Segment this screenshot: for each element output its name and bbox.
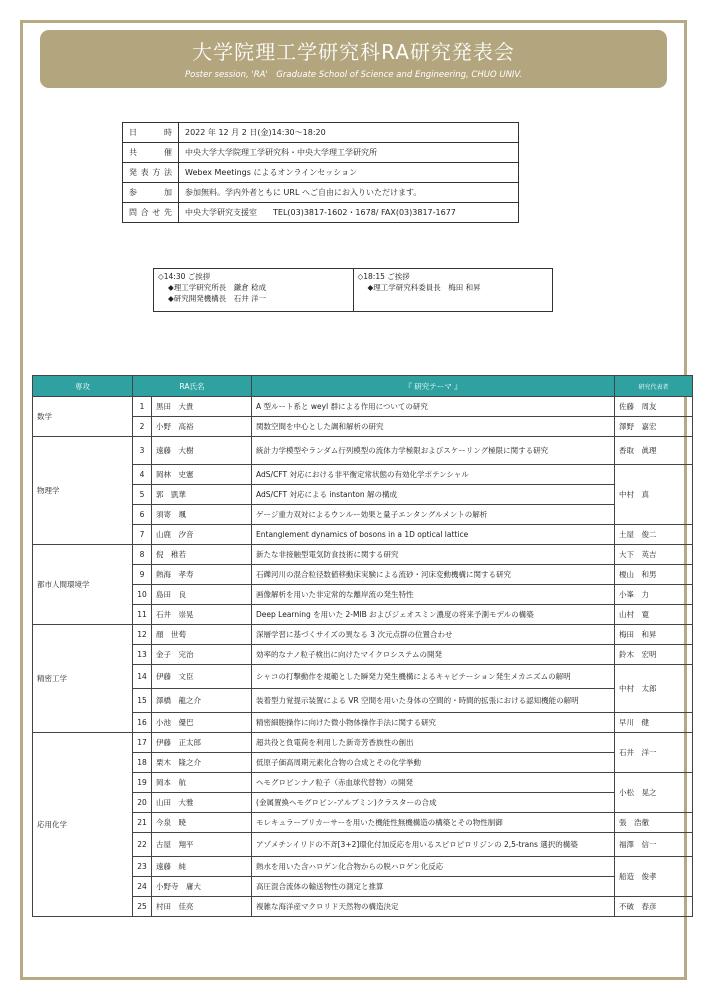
info-table — [122, 122, 519, 223]
name-cell: 須寄 颯 — [152, 505, 252, 525]
name-cell: 石井 崇晃 — [152, 605, 252, 625]
no-cell: 19 — [133, 773, 152, 793]
name-cell: 古屋 翔平 — [152, 833, 252, 857]
no-cell: 23 — [133, 857, 152, 877]
greeting-line: ◆理工学研究科委員長 梅田 和昇 — [367, 283, 481, 292]
theme-cell: 熱水を用いた含ハロゲン化合物からの脱ハロゲン化反応 — [252, 857, 615, 877]
info-label: 共 催 — [123, 143, 179, 163]
greeting-line: ◆研究開発機構長 石井 洋一 — [168, 294, 267, 303]
name-cell: 島田 良 — [152, 585, 252, 605]
theme-cell: AdS/CFT 対応における非平衡定常状態の有効化学ポテンシャル — [252, 465, 615, 485]
name-cell: 伊藤 文臣 — [152, 665, 252, 689]
name-cell: 顔 世萄 — [152, 625, 252, 645]
name-cell: 小野 高裕 — [152, 417, 252, 437]
theme-cell: (金属置換ヘモグロビン-アルブミン)クラスターの合成 — [252, 793, 615, 813]
greeting-left — [154, 269, 353, 311]
name-cell: 村田 佳亮 — [152, 897, 252, 917]
major-cell: 応用化学 — [33, 733, 133, 917]
presentation-table — [32, 375, 693, 917]
info-row — [123, 123, 519, 143]
no-cell: 11 — [133, 605, 152, 625]
no-cell: 24 — [133, 877, 152, 897]
no-cell: 6 — [133, 505, 152, 525]
representative-cell: 鈴木 宏明 — [615, 645, 693, 665]
name-cell: 山田 大雅 — [152, 793, 252, 813]
name-cell: 山鹿 汐音 — [152, 525, 252, 545]
theme-cell: ゲージ重力双対によるウンルー効果と量子エンタングルメントの解析 — [252, 505, 615, 525]
info-row — [123, 163, 519, 183]
representative-cell: 小松 晃之 — [615, 773, 693, 813]
info-label: 発表方法 — [123, 163, 179, 183]
theme-cell: 統計力学模型やランダム行列模型の流体力学極限およびスケーリング極限に関する研究 — [252, 437, 615, 465]
no-cell: 3 — [133, 437, 152, 465]
representative-cell: 澤野 嘉宏 — [615, 417, 693, 437]
representative-cell: 中村 太郎 — [615, 665, 693, 713]
theme-cell: Entanglement dynamics of bosons in a 1D optical lattice — [252, 525, 615, 545]
title-banner — [40, 30, 667, 88]
info-value: Webex Meetings によるオンラインセッション — [179, 163, 519, 183]
name-cell: 岡林 史憲 — [152, 465, 252, 485]
table-row — [33, 733, 693, 753]
name-cell: 倪 稚若 — [152, 545, 252, 565]
header-representative: 研究代表者 — [615, 376, 693, 397]
theme-cell: 低原子価高周期元素化合物の合成とその化学挙動 — [252, 753, 615, 773]
theme-cell: 効率的なナノ粒子検出に向けたマイクロシステムの開発 — [252, 645, 615, 665]
representative-cell: 佐藤 周友 — [615, 397, 693, 417]
table-row — [33, 397, 693, 417]
no-cell: 20 — [133, 793, 152, 813]
table-row — [33, 437, 693, 465]
representative-cell: 小峯 力 — [615, 585, 693, 605]
major-cell: 都市人間環境学 — [33, 545, 133, 625]
theme-cell: 超共役と負電荷を利用した新奇芳香族性の創出 — [252, 733, 615, 753]
table-row — [33, 625, 693, 645]
representative-cell: 早川 健 — [615, 713, 693, 733]
name-cell: 小池 優巴 — [152, 713, 252, 733]
name-cell: 岡本 航 — [152, 773, 252, 793]
no-cell: 4 — [133, 465, 152, 485]
name-cell: 郭 凱華 — [152, 485, 252, 505]
no-cell: 13 — [133, 645, 152, 665]
theme-cell: 装着型力覚提示装置による VR 空間を用いた身体の空間的・時間的拡張における認知機能の解明 — [252, 689, 615, 713]
representative-cell: 福澤 信一 — [615, 833, 693, 857]
representative-cell: 榎山 和男 — [615, 565, 693, 585]
no-cell: 18 — [133, 753, 152, 773]
name-cell: 黒田 大貴 — [152, 397, 252, 417]
representative-cell: 香取 眞理 — [615, 437, 693, 465]
no-cell: 2 — [133, 417, 152, 437]
theme-cell: 複雑な海洋産マクロリド天然物の構造決定 — [252, 897, 615, 917]
greeting-line: ◆理工学研究所長 鎌倉 稔成 — [168, 283, 267, 292]
representative-cell: 山村 寛 — [615, 605, 693, 625]
info-label: 参 加 — [123, 183, 179, 203]
theme-cell: Deep Learning を用いた 2-MIB およびジェオスミン濃度の将来予測モデルの構築 — [252, 605, 615, 625]
greetings-box — [153, 268, 553, 312]
no-cell: 21 — [133, 813, 152, 833]
representative-cell: 梅田 和昇 — [615, 625, 693, 645]
no-cell: 12 — [133, 625, 152, 645]
header-name: RA氏名 — [133, 376, 252, 397]
major-cell: 精密工学 — [33, 625, 133, 733]
theme-cell: ヘモグロビンナノ粒子（赤血球代替物）の開発 — [252, 773, 615, 793]
table-row — [33, 545, 693, 565]
name-cell: 遠藤 大樹 — [152, 437, 252, 465]
info-row — [123, 143, 519, 163]
greeting-right — [353, 269, 553, 311]
no-cell: 16 — [133, 713, 152, 733]
greeting-time: ◇18:15 ご挨拶 — [357, 272, 410, 281]
no-cell: 10 — [133, 585, 152, 605]
representative-cell: 石井 洋一 — [615, 733, 693, 773]
theme-cell: 新たな非接触型電気防食技術に関する研究 — [252, 545, 615, 565]
no-cell: 9 — [133, 565, 152, 585]
representative-cell: 中村 真 — [615, 465, 693, 525]
theme-cell: モレキュラープリカーサーを用いた機能性無機構造の構築とその物性制御 — [252, 813, 615, 833]
representative-cell: 船造 俊孝 — [615, 857, 693, 897]
representative-cell: 土屋 俊二 — [615, 525, 693, 545]
name-cell: 今泉 暁 — [152, 813, 252, 833]
representative-cell: 不破 春彦 — [615, 897, 693, 917]
major-cell: 数学 — [33, 397, 133, 437]
name-cell: 熱海 孝寿 — [152, 565, 252, 585]
header-theme: 『 研究テーマ 』 — [252, 376, 615, 397]
theme-cell: 石礫河川の混合粒径数値移動床実験による流砂・河床変動機構に関する研究 — [252, 565, 615, 585]
theme-cell: シャコの打撃動作を規範とした瞬発力発生機構によるキャビテーション発生メカニズムの解明 — [252, 665, 615, 689]
theme-cell: 高圧混合流体の輸送物性の測定と推算 — [252, 877, 615, 897]
no-cell: 17 — [133, 733, 152, 753]
info-value: 中央大学大学院理工学研究科・中央大学理工学研究所 — [179, 143, 519, 163]
name-cell: 金子 完治 — [152, 645, 252, 665]
no-cell: 1 — [133, 397, 152, 417]
no-cell: 25 — [133, 897, 152, 917]
page-title: 大学院理工学研究科RA研究発表会 — [192, 40, 515, 64]
theme-cell: アゾメチンイリドの不斉[3+2]環化付加反応を用いるスピロピロリジンの 2,5-trans 選択的構築 — [252, 833, 615, 857]
name-cell: 小野寺 庸大 — [152, 877, 252, 897]
info-row — [123, 203, 519, 223]
name-cell: 栗木 隆之介 — [152, 753, 252, 773]
info-value: 中央大学研究支援室 TEL(03)3817-1602・1678/ FAX(03)3817-1677 — [179, 203, 519, 223]
name-cell: 伊藤 正太郎 — [152, 733, 252, 753]
no-cell: 7 — [133, 525, 152, 545]
no-cell: 22 — [133, 833, 152, 857]
name-cell: 澤橋 龍之介 — [152, 689, 252, 713]
no-cell: 8 — [133, 545, 152, 565]
no-cell: 14 — [133, 665, 152, 689]
no-cell: 5 — [133, 485, 152, 505]
greeting-time: ◇14:30 ご挨拶 — [158, 272, 211, 281]
info-label: 問合せ先 — [123, 203, 179, 223]
theme-cell: 関数空間を中心とした調和解析の研究 — [252, 417, 615, 437]
info-value: 2022 年 12 月 2 日(金)14:30～18:20 — [179, 123, 519, 143]
header-major: 専攻 — [33, 376, 133, 397]
theme-cell: 深層学習に基づくサイズの異なる 3 次元点群の位置合わせ — [252, 625, 615, 645]
page-subtitle: Poster session, 'RA' Graduate School of Science and Engineering, CHUO UNIV. — [185, 70, 522, 80]
info-value: 参加無料。学内外者ともに URL へご自由にお入りいただけます。 — [179, 183, 519, 203]
info-label: 日 時 — [123, 123, 179, 143]
theme-cell: A 型ルート系と weyl 群による作用についての研究 — [252, 397, 615, 417]
representative-cell: 大下 英吉 — [615, 545, 693, 565]
info-row — [123, 183, 519, 203]
theme-cell: 画像解析を用いた非定常的な離岸流の発生特性 — [252, 585, 615, 605]
theme-cell: 精密細胞操作に向けた微小物体操作手法に関する研究 — [252, 713, 615, 733]
no-cell: 15 — [133, 689, 152, 713]
major-cell: 物理学 — [33, 437, 133, 545]
representative-cell: 張 浩徹 — [615, 813, 693, 833]
theme-cell: AdS/CFT 対応による instanton 解の構成 — [252, 485, 615, 505]
name-cell: 遠藤 純 — [152, 857, 252, 877]
